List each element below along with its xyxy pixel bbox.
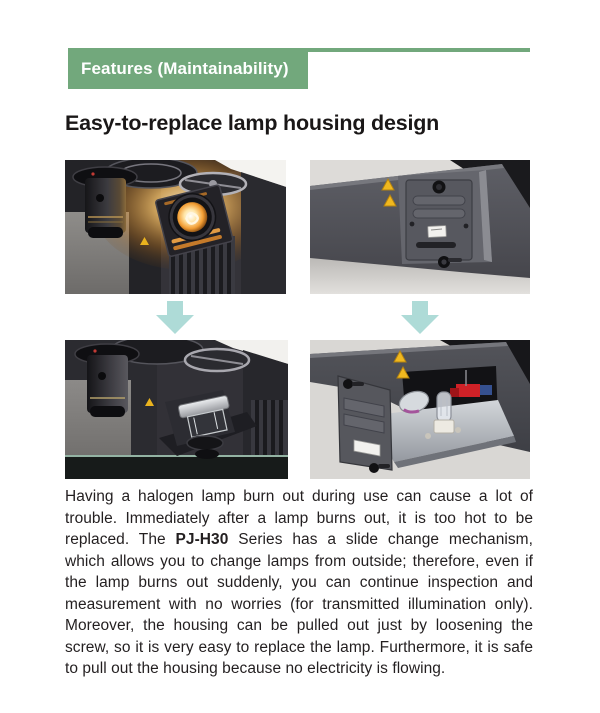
lamp-slide-change-photo	[65, 340, 288, 479]
page-title: Easy-to-replace lamp housing design	[65, 111, 440, 135]
section-header: Features (Maintainability)	[68, 48, 308, 89]
housing-door-panel	[338, 376, 392, 473]
slide-change-illustration	[65, 340, 288, 479]
down-arrow-icon	[156, 301, 194, 334]
housing-cover-plate	[406, 180, 472, 268]
paragraph-text-end: Series has a slide change mechanism, which allows you to change lamps from outside; therefore, even if the lamp burns out suddenly, you can continue inspection and measurement with no worries (for transmitted illumination only). Moreover, the housing can be pulled out just by loosening the screw, so it is very easy to replace the lamp. Furthermore, it is safe to pull out the housing because no electricity is flowing.	[65, 531, 533, 677]
vent-ribs	[251, 400, 288, 460]
lamp-housing-pulled-out-photo	[310, 340, 530, 479]
description-paragraph	[65, 486, 533, 680]
down-arrow-icon	[401, 301, 439, 334]
housing-closed-illustration	[310, 160, 530, 294]
product-name: PJ-H30	[175, 531, 229, 548]
lamp-lit-front-photo	[65, 160, 286, 294]
lamp-housing-closed-photo	[310, 160, 530, 294]
paragraph-text-start: Having a halogen lamp burn out during use can cause a lot of trouble. Immediately after a lamp burns out, it is too hot to be replaced. The	[65, 488, 533, 548]
housing-pulled-out-illustration	[310, 340, 530, 479]
lamp-lit-illustration	[65, 160, 286, 294]
